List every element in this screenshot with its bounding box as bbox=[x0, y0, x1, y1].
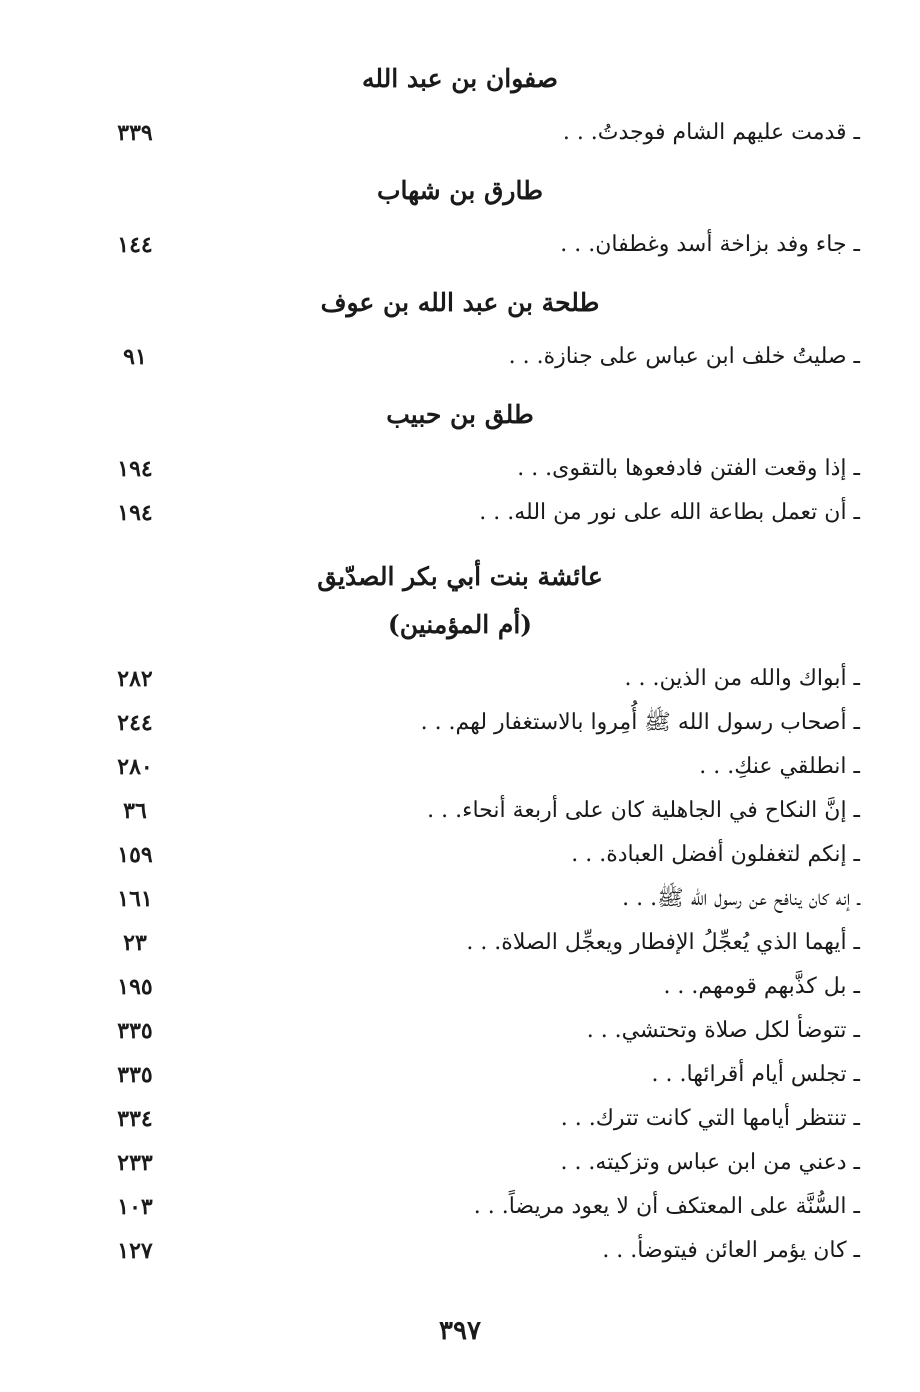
entry-page-number: ٩١ bbox=[123, 344, 147, 370]
index-entry bbox=[60, 228, 860, 262]
index-entry bbox=[60, 1146, 860, 1180]
entry-text: ـ أن تعمل بطاعة الله على نور من الله. . . bbox=[479, 500, 860, 525]
index-entry bbox=[60, 970, 860, 1004]
entry-page-number: ١٦١ bbox=[117, 886, 153, 912]
section-heading: صفوان بن عبد الله bbox=[361, 64, 559, 93]
index-entry bbox=[60, 750, 860, 784]
entry-text: ـ أيهما الذي يُعجِّلُ الإفطار ويعجِّل الصلاة. . . bbox=[466, 930, 860, 955]
entry-page-number: ١٢٧ bbox=[117, 1238, 153, 1264]
entry-page-number: ١٤٤ bbox=[117, 232, 153, 258]
section-heading: طلحة بن عبد الله بن عوف bbox=[320, 288, 600, 317]
index-entry bbox=[60, 1190, 860, 1224]
index-entry bbox=[60, 1102, 860, 1136]
entry-page-number: ١٩٥ bbox=[117, 974, 153, 1000]
index-entry bbox=[60, 794, 860, 828]
entry-page-number: ١٠٣ bbox=[117, 1194, 153, 1220]
entry-text: ـ قدمت عليهم الشام فوجدتُ. . . bbox=[562, 120, 860, 145]
section-heading: عائشة بنت أبي بكر الصدّيق bbox=[317, 562, 603, 591]
index-entry bbox=[60, 882, 860, 916]
index-entry bbox=[60, 1058, 860, 1092]
entry-text: ـ إذا وقعت الفتن فادفعوها بالتقوى. . . bbox=[517, 456, 860, 481]
entry-page-number: ٢٨٢ bbox=[117, 666, 153, 692]
entry-page-number: ٣٣٤ bbox=[117, 1106, 153, 1132]
index-entry bbox=[60, 452, 860, 486]
entry-page-number: ٣٦ bbox=[123, 798, 147, 824]
entry-text: ـ إنَّ النكاح في الجاهلية كان على أربعة أنحاء. . . bbox=[427, 798, 860, 823]
index-entry bbox=[60, 1014, 860, 1048]
entry-text: ـ تنتظر أيامها التي كانت تترك. . . bbox=[560, 1106, 860, 1131]
entry-page-number: ١٩٤ bbox=[117, 500, 153, 526]
entry-text: ـ كان يؤمر العائن فيتوضأ. . . bbox=[602, 1238, 860, 1263]
entry-text: ـ إنكم لتغفلون أفضل العبادة. . . bbox=[571, 842, 860, 867]
index-entry bbox=[60, 706, 860, 740]
entry-text: ـ السُّنَّة على المعتكف أن لا يعود مريضاً. . . bbox=[473, 1194, 860, 1219]
index-entry bbox=[60, 340, 860, 374]
entry-text: ـ دعني من ابن عباس وتزكيته. . . bbox=[560, 1150, 860, 1175]
page-number: ٣٩٧ bbox=[439, 1316, 481, 1346]
entry-page-number: ٢٣ bbox=[123, 930, 147, 956]
entry-page-number: ٢٤٤ bbox=[117, 710, 153, 736]
entry-text: ـ صليتُ خلف ابن عباس على جنازة. . . bbox=[508, 344, 860, 369]
index-entry bbox=[60, 926, 860, 960]
entry-text: ـ أصحاب رسول الله ﷺ أُمِروا بالاستغفار لهم. . . bbox=[420, 710, 860, 735]
entry-page-number: ١٥٩ bbox=[117, 842, 153, 868]
entry-text: ـ تجلس أيام أقرائها. . . bbox=[651, 1062, 860, 1087]
entry-text: ـ جاء وفد بزاخة أسد وغطفان. . . bbox=[560, 232, 860, 257]
section-heading: طلق بن حبيب bbox=[386, 400, 534, 429]
entry-page-number: ٣٣٩ bbox=[117, 120, 153, 146]
entry-text: ـ إنه كان ينافح عن رسول الله ﷺ. . . bbox=[622, 886, 860, 911]
index-entry bbox=[60, 1234, 860, 1268]
entry-text: ـ بل كذَّبهم قومهم. . . bbox=[663, 974, 860, 999]
entry-page-number: ٣٣٥ bbox=[117, 1062, 153, 1088]
entry-text: ـ انطلقي عنكِ. . . bbox=[699, 754, 860, 779]
section-heading: طارق بن شهاب bbox=[376, 176, 543, 205]
entry-text: ـ تتوضأ لكل صلاة وتحتشي. . . bbox=[586, 1018, 860, 1043]
index-entry bbox=[60, 838, 860, 872]
entry-page-number: ١٩٤ bbox=[117, 456, 153, 482]
section-subtitle: (أم المؤمنين) bbox=[387, 610, 533, 639]
index-entry bbox=[60, 662, 860, 696]
index-entry bbox=[60, 116, 860, 150]
entry-text: ـ أبواك والله من الذين. . . bbox=[624, 666, 860, 691]
entry-page-number: ٢٨٠ bbox=[117, 754, 153, 780]
index-entry bbox=[60, 496, 860, 530]
entry-page-number: ٢٣٣ bbox=[117, 1150, 153, 1176]
entry-page-number: ٣٣٥ bbox=[117, 1018, 153, 1044]
